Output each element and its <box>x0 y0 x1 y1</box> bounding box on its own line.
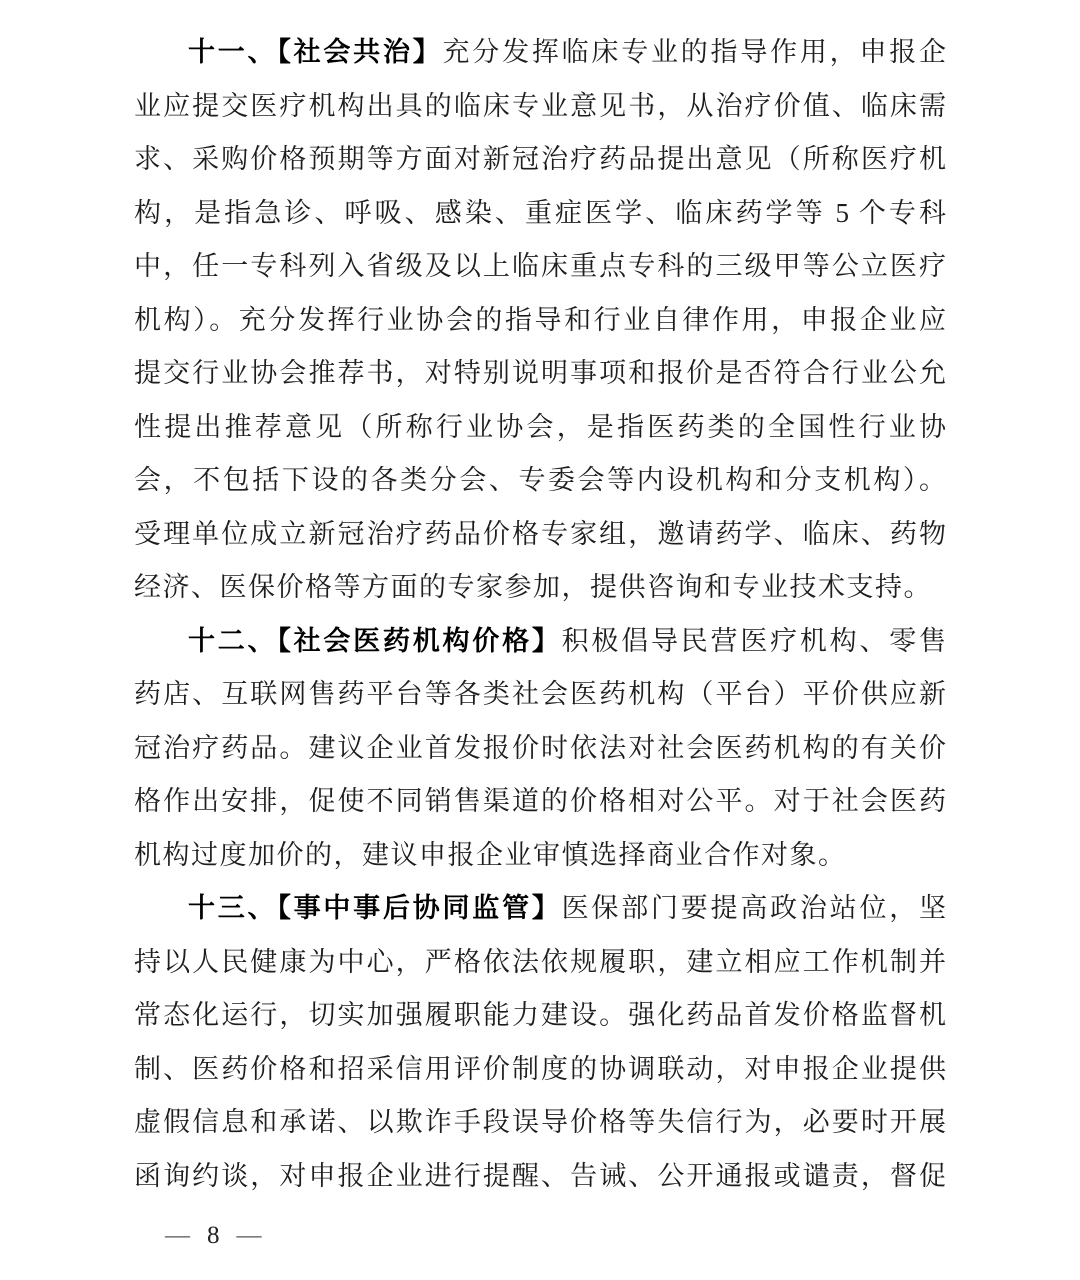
text-line <box>134 829 946 883</box>
line-text: 虚假信息和承诺、以欺诈手段误导价格等失信行为，必要时开展 <box>134 1107 946 1137</box>
line-text: 函询约谈，对申报企业进行提醒、告诫、公开通报或谴责，督促 <box>134 1160 946 1191</box>
line-text: 持以人民健康为中心，严格依法依规履职，建立相应工作机制并 <box>134 946 946 977</box>
text-line <box>134 1043 946 1097</box>
footer-dash-right: — <box>236 1222 262 1249</box>
page-number: 8 <box>207 1222 220 1249</box>
text-line <box>134 722 946 776</box>
text-line <box>134 561 946 615</box>
text-line <box>134 775 946 829</box>
line-text: 药店、互联网售药平台等各类社会医药机构（平台）平价供应新 <box>134 679 946 709</box>
text-line <box>134 668 946 722</box>
text-line <box>134 401 946 455</box>
line-text: 医保部门要提高政治站位，坚 <box>561 893 946 923</box>
text-line <box>134 133 946 187</box>
line-text: 受理单位成立新冠治疗药品价格专家组，邀请药学、临床、药物 <box>134 518 946 549</box>
section-heading: 十一、【社会共治】 <box>188 37 443 67</box>
text-line <box>134 454 946 508</box>
text-line <box>134 936 946 990</box>
line-text: 机构过度加价的，建议申报企业审慎选择商业合作对象。 <box>134 839 847 870</box>
line-text: 格作出安排，促使不同销售渠道的价格相对公平。对于社会医药 <box>134 786 946 816</box>
section-heading: 十二、【社会医药机构价格】 <box>188 625 562 656</box>
document-text-block <box>134 26 946 1203</box>
text-line <box>134 989 946 1043</box>
text-line <box>134 347 946 401</box>
line-text: 制、医药价格和招采信用评价制度的协调联动，对申报企业提供 <box>134 1053 946 1084</box>
text-line <box>134 882 946 936</box>
line-text: 构，是指急诊、呼吸、感染、重症医学、临床药学等 5 个专科 <box>134 197 946 228</box>
line-text: 业应提交医疗机构出具的临床专业意见书，从治疗价值、临床需 <box>134 90 946 121</box>
text-line <box>134 1096 946 1150</box>
text-line <box>134 508 946 562</box>
line-text: 机构）。充分发挥行业协会的指导和行业自律作用，申报企业应 <box>134 304 946 335</box>
line-text: 经济、医保价格等方面的专家参加，提供咨询和专业技术支持。 <box>134 572 932 602</box>
text-line <box>134 294 946 348</box>
line-text: 充分发挥临床专业的指导作用，申报企 <box>442 37 946 67</box>
line-text: 提交行业协会推荐书，对特别说明事项和报价是否符合行业公允 <box>134 358 946 388</box>
section-heading: 十三、【事中事后协同监管】 <box>188 893 562 923</box>
text-line <box>134 187 946 241</box>
text-line <box>134 240 946 294</box>
line-text: 求、采购价格预期等方面对新冠治疗药品提出意见（所称医疗机 <box>134 144 946 174</box>
line-text: 性提出推荐意见（所称行业协会，是指医药类的全国性行业协 <box>134 411 946 442</box>
text-line <box>134 80 946 134</box>
page-footer <box>165 1222 262 1250</box>
line-text: 常态化运行，切实加强履职能力建设。强化药品首发价格监督机 <box>134 1000 946 1030</box>
line-text: 冠治疗药品。建议企业首发报价时依法对社会医药机构的有关价 <box>134 732 946 763</box>
line-text: 会，不包括下设的各类分会、专委会等内设机构和分支机构）。 <box>134 465 946 495</box>
footer-dash-left: — <box>165 1222 190 1249</box>
line-text: 中，任一专科列入省级及以上临床重点专科的三级甲等公立医疗 <box>134 251 946 281</box>
text-line <box>134 1150 946 1204</box>
text-line <box>134 26 946 80</box>
text-line <box>134 615 946 669</box>
line-text: 积极倡导民营医疗机构、零售 <box>561 625 946 656</box>
